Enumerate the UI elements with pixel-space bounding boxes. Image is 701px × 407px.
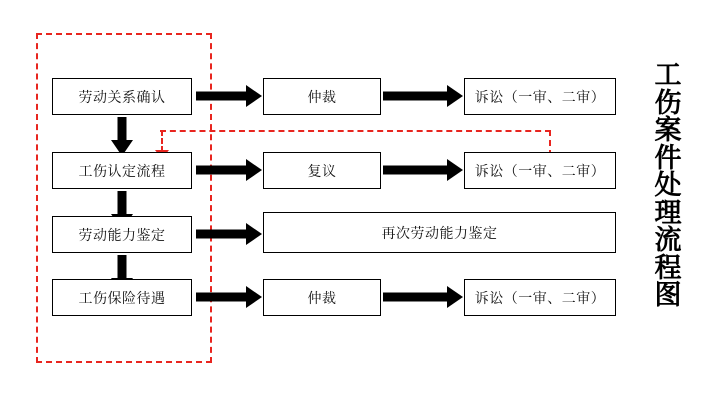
- node-stage-3-label: 劳动能力鉴定: [78, 227, 166, 244]
- node-step2-1[interactable]: [263, 78, 381, 115]
- page-title-char-7: 程: [654, 252, 682, 284]
- node-stage-2-label: 工伤认定流程: [78, 163, 166, 180]
- node-step2-1-label: 仲裁: [307, 89, 337, 106]
- node-step2-3-label: 再次劳动能力鉴定: [381, 225, 498, 242]
- node-step2-4[interactable]: [263, 279, 381, 316]
- node-step3-1[interactable]: [464, 78, 616, 115]
- node-step3-4[interactable]: [464, 279, 616, 316]
- page-title-char-2: 案: [654, 115, 682, 147]
- page-title-char-8: 图: [654, 280, 682, 312]
- feedback-connector-horizontal: [160, 130, 551, 132]
- node-stage-1-label: 劳动关系确认: [78, 89, 166, 106]
- node-step2-3[interactable]: [263, 212, 616, 253]
- page-title-char-0: 工: [654, 60, 682, 91]
- node-stage-4-label: 工伤保险待遇: [78, 290, 166, 307]
- node-step2-2[interactable]: [263, 152, 381, 189]
- page-title-char-1: 伤: [654, 87, 682, 119]
- node-step2-4-label: 仲裁: [307, 290, 337, 307]
- node-step2-2-label: 复议: [307, 163, 337, 180]
- page-title-char-5: 理: [654, 197, 682, 229]
- node-stage-2[interactable]: [52, 152, 192, 189]
- page-title-char-3: 件: [654, 142, 682, 174]
- node-step3-2[interactable]: [464, 152, 616, 189]
- node-step3-1-label: 诉讼（一审、二审）: [474, 89, 606, 106]
- node-stage-4[interactable]: [52, 279, 192, 316]
- page-title-char-6: 流: [654, 225, 682, 257]
- page-title-char-4: 处: [654, 170, 682, 202]
- node-stage-3[interactable]: [52, 216, 192, 253]
- page-title: [651, 62, 685, 310]
- feedback-connector-vertical-left: [161, 130, 163, 152]
- node-step3-2-label: 诉讼（一审、二审）: [474, 163, 606, 180]
- node-step3-4-label: 诉讼（一审、二审）: [474, 290, 606, 307]
- node-stage-1[interactable]: [52, 78, 192, 115]
